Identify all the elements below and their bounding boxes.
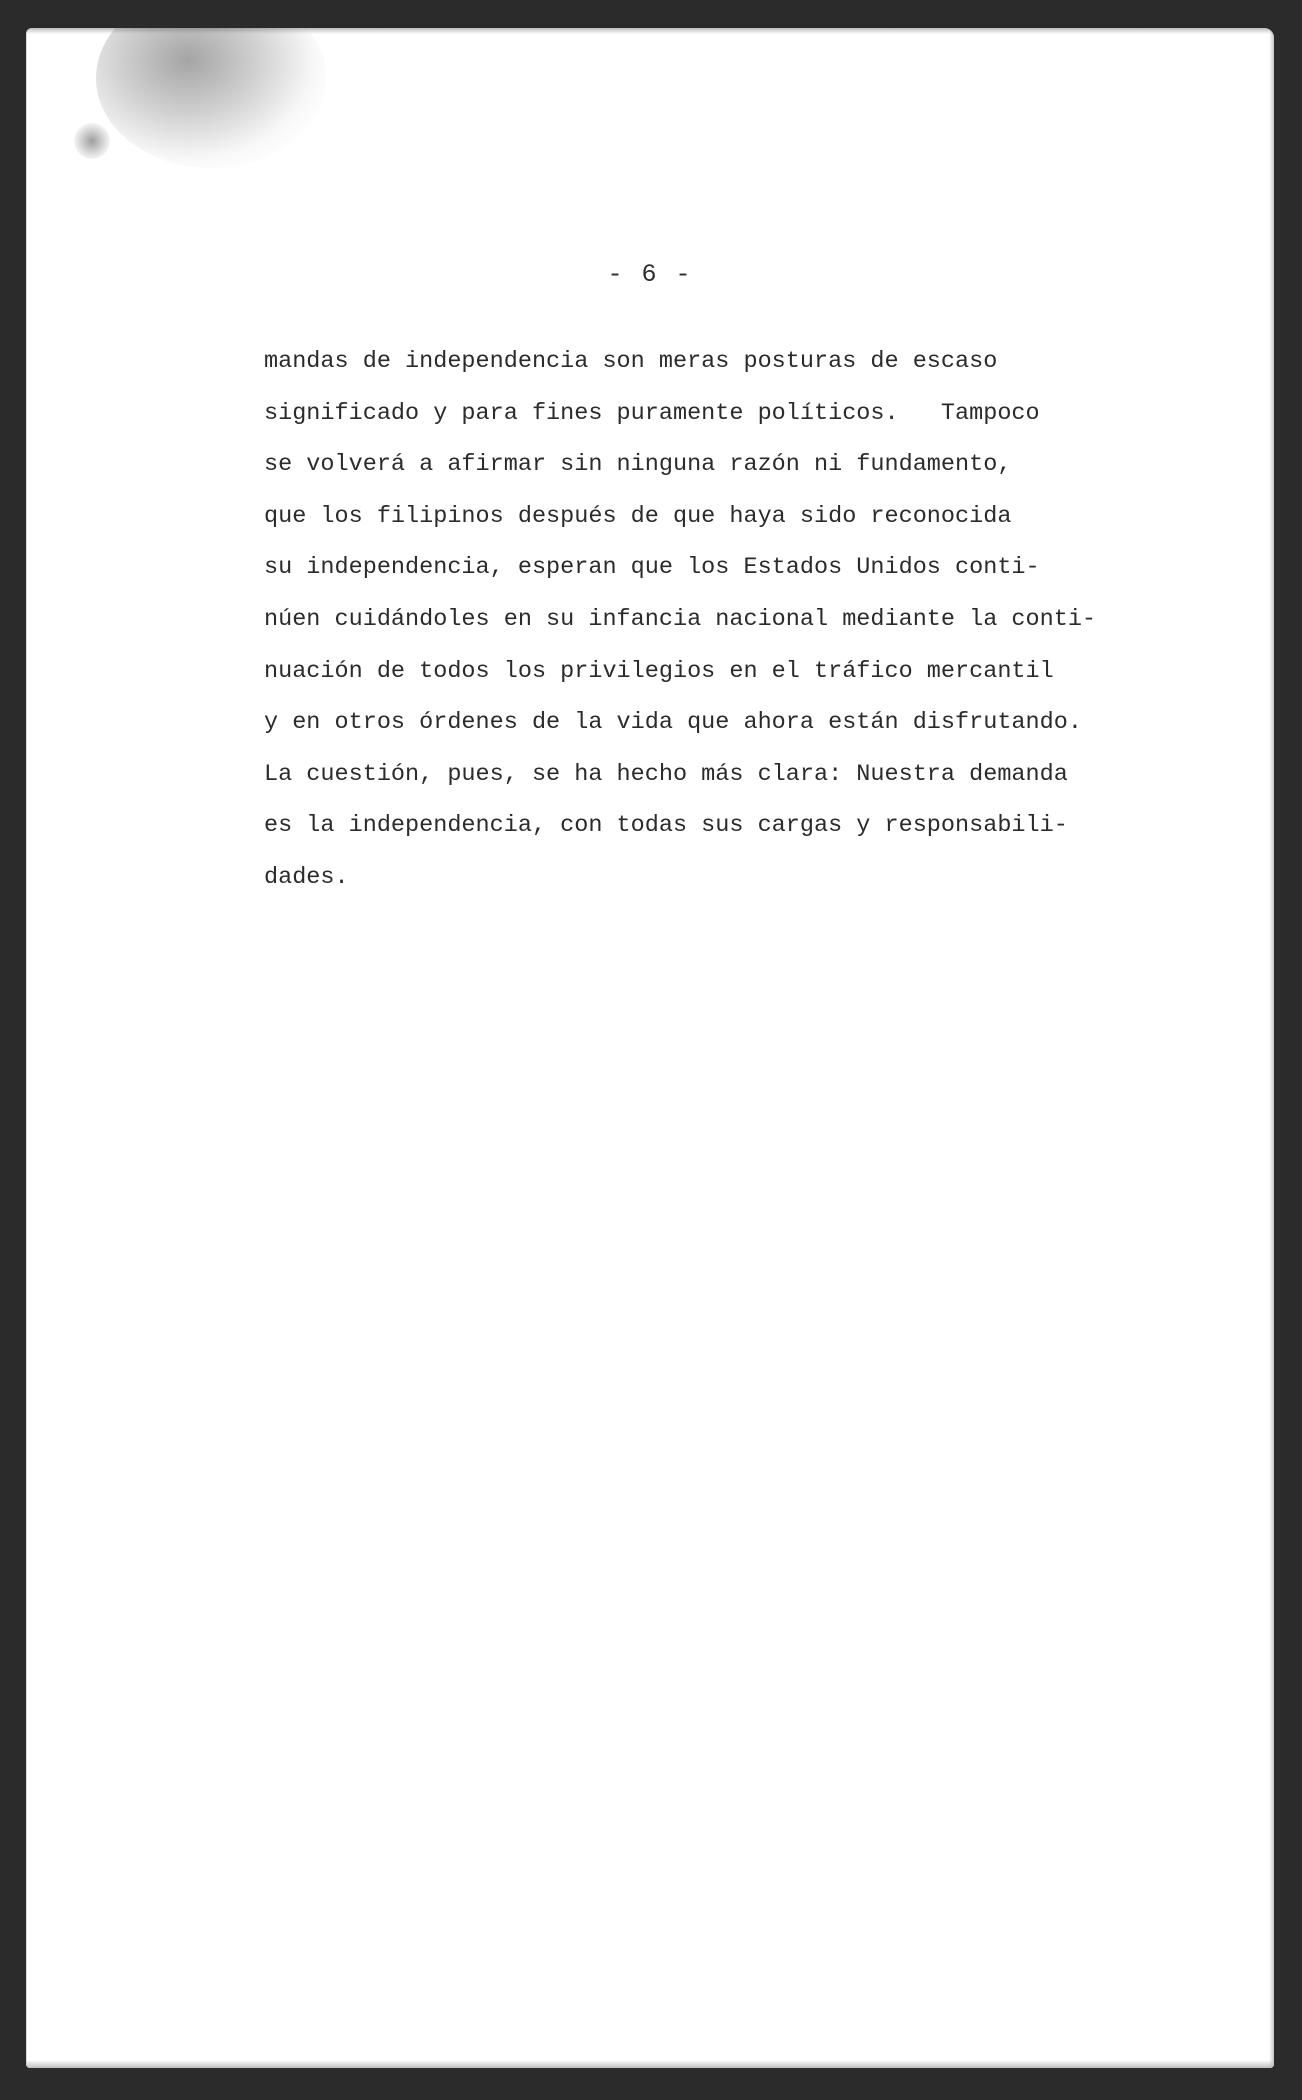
text-line: se volverá a afirmar sin ninguna razón ni fundamento, [264, 451, 1012, 479]
page-bottom-edge [26, 2060, 1274, 2068]
text-line: mandas de independencia son meras posturas de escaso [264, 348, 998, 375]
ink-smudge [96, 28, 326, 168]
text-line: y en otros órdenes de la vida que ahora están disfrutando. [264, 709, 1082, 737]
text-line: significado y para fines puramente políticos. Tampoco [264, 399, 1040, 427]
ink-spot [74, 123, 110, 159]
document-page [26, 28, 1274, 2068]
page-right-edge [1269, 28, 1274, 2068]
text-line: que los filipinos después de que haya sido reconocida [264, 502, 1012, 530]
text-line: su independencia, esperan que los Estados Unidos conti- [264, 554, 1040, 582]
text-line: dades. [264, 863, 349, 891]
text-line: nuación de todos los privilegios en el tráfico mercantil [264, 657, 1054, 685]
text-line: La cuestión, pues, se ha hecho más clara: Nuestra demanda [264, 760, 1068, 788]
text-line: es la independencia, con todas sus cargas y responsabili- [264, 812, 1068, 840]
body-paragraph [264, 336, 1224, 904]
page-number: - 6 - [607, 260, 693, 289]
text-line: núen cuidándoles en su infancia nacional mediante la conti- [264, 605, 1097, 633]
